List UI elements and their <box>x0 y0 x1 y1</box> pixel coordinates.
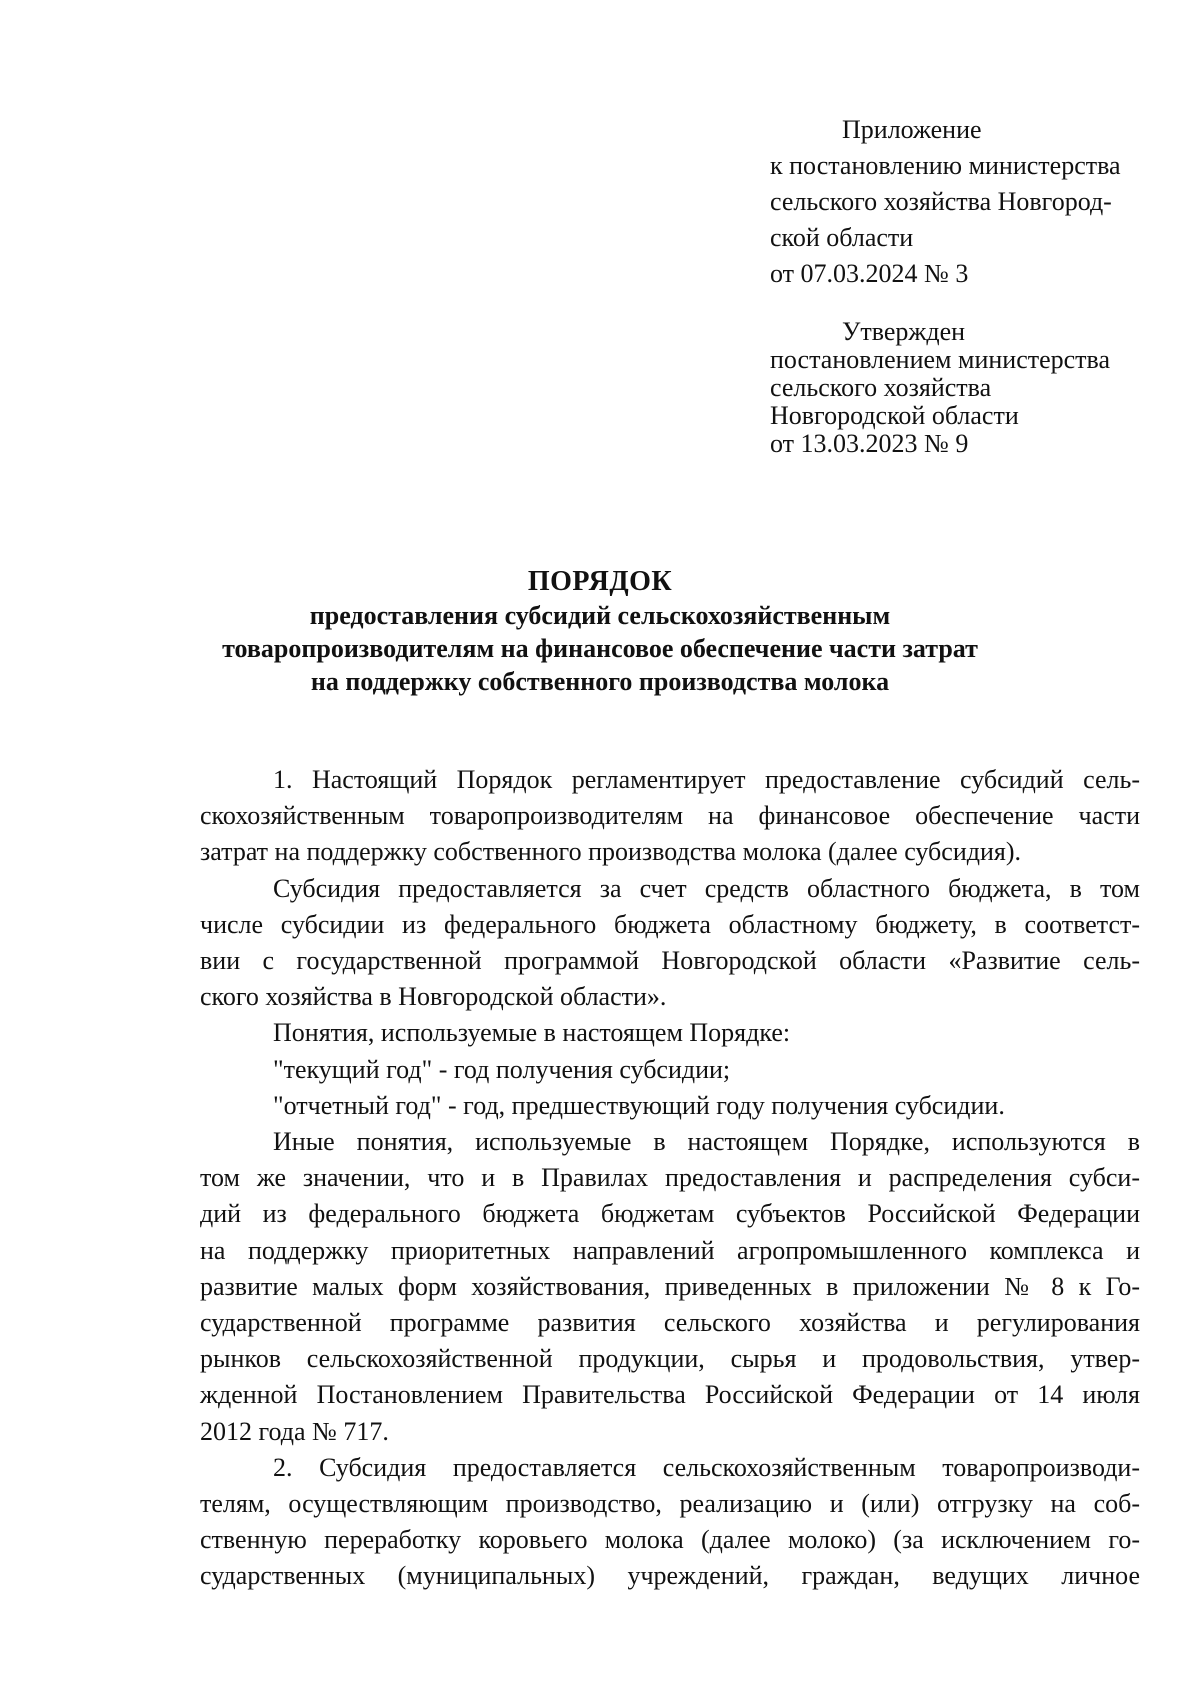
definition-reporting-year <box>200 1088 1140 1124</box>
appendix-line: к постановлению министерства <box>770 151 1121 180</box>
subtitle-line: на поддержку собственного производства молока <box>310 667 890 696</box>
text-line: числе субсидии из федерального бюджета областному бюджету, в соответст- <box>200 909 1140 939</box>
paragraph-other-terms <box>200 1124 1140 1450</box>
text-line: ственную переработку коровьего молока (далее молоко) (за исключением го- <box>200 1525 1140 1555</box>
document-title: ПОРЯДОК <box>527 566 673 597</box>
paragraph-1 <box>200 762 1140 871</box>
approval-heading: Утвержден <box>842 317 966 346</box>
text-line: Понятия, используемые в настоящем Порядке: <box>273 1018 791 1048</box>
text-line: жденной Постановлением Правительства Российской Федерации от 14 июля <box>200 1380 1140 1410</box>
text-line: затрат на поддержку собственного производства молока (далее субсидия). <box>200 837 1021 867</box>
text-line: Субсидия предоставляется за счет средств областного бюджета, в том <box>273 873 1140 903</box>
paragraph-3 <box>200 1015 1140 1051</box>
appendix-line: ской области <box>770 223 914 252</box>
document-title-block <box>160 565 1040 698</box>
subtitle-line: предоставления субсидий сельскохозяйственным <box>309 601 891 630</box>
definition-current-year <box>200 1052 1140 1088</box>
text-line: сударственной программе развития сельского хозяйства и регулирования <box>200 1308 1140 1338</box>
approval-date: от 13.03.2023 № 9 <box>770 429 969 458</box>
appendix-line: сельского хозяйства Новгород- <box>770 187 1112 216</box>
text-line: 1. Настоящий Порядок регламентирует предоставление субсидий сель- <box>273 765 1140 794</box>
text-line: вии с государственной программой Новгородской области «Развитие сель- <box>200 946 1140 976</box>
document-subtitle <box>160 599 1040 698</box>
approval-line: постановлением министерства <box>770 345 1111 374</box>
text-line: ского хозяйства в Новгородской области». <box>200 982 667 1012</box>
paragraph-2-section <box>200 1450 1140 1595</box>
text-line: "отчетный год" - год, предшествующий году получения субсидии. <box>273 1090 1005 1120</box>
approval-line: сельского хозяйства <box>770 373 992 402</box>
text-line: на поддержку приоритетных направлений агропромышленного комплекса и <box>200 1235 1140 1265</box>
text-line: рынков сельскохозяйственной продукции, сырья и продовольствия, утвер- <box>200 1344 1140 1374</box>
text-line: сударственных (муниципальных) учреждений, граждан, ведущих личное <box>200 1561 1140 1591</box>
appendix-heading: Приложение <box>842 115 982 144</box>
paragraph-2 <box>200 871 1140 1016</box>
text-line: развитие малых форм хозяйствования, приведенных в приложении № 8 к Го- <box>200 1271 1140 1301</box>
text-line: телям, осуществляющим производство, реализацию и (или) отгрузку на соб- <box>200 1489 1140 1519</box>
appendix-date: от 07.03.2024 № 3 <box>770 259 969 288</box>
text-line: том же значении, что и в Правилах предоставления и распределения субси- <box>200 1163 1140 1193</box>
text-line: 2. Субсидия предоставляется сельскохозяйственным товаропроизводи- <box>273 1452 1140 1482</box>
appendix-block <box>770 112 1150 292</box>
approval-block <box>770 318 1150 458</box>
subtitle-line: товаропроизводителям на финансовое обеспечение части затрат <box>222 634 978 663</box>
document-body <box>200 762 1140 1595</box>
text-line: Иные понятия, используемые в настоящем Порядке, используются в <box>273 1127 1140 1157</box>
text-line: скохозяйственным товаропроизводителям на финансовое обеспечение части <box>200 801 1140 831</box>
text-line: 2012 года № 717. <box>200 1416 389 1446</box>
text-line: дий из федерального бюджета бюджетам субъектов Российской Федерации <box>200 1199 1140 1229</box>
approval-line: Новгородской области <box>770 401 1019 430</box>
text-line: "текущий год" - год получения субсидии; <box>273 1054 731 1084</box>
